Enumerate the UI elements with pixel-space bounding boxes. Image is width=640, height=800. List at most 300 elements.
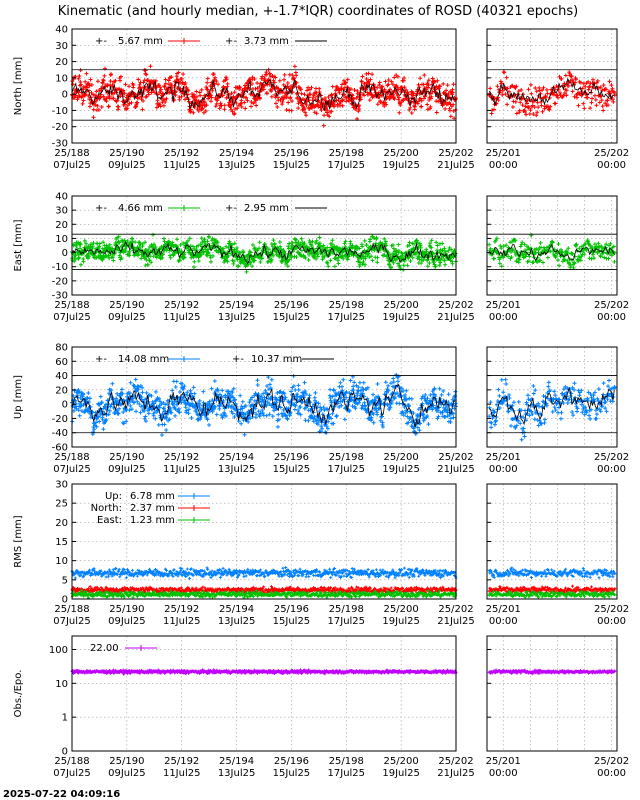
x-tick-label: 11Jul25 bbox=[162, 464, 201, 475]
data-point bbox=[102, 74, 106, 78]
data-point bbox=[504, 378, 508, 382]
data-point bbox=[403, 393, 407, 397]
data-point bbox=[231, 262, 235, 266]
y-axis-label: RMS [mm] bbox=[13, 515, 24, 568]
data-point bbox=[492, 107, 496, 111]
data-point bbox=[419, 104, 423, 108]
data-point bbox=[255, 378, 259, 382]
data-point bbox=[163, 422, 167, 426]
data-point bbox=[300, 92, 304, 96]
data-point bbox=[598, 100, 602, 104]
data-point bbox=[370, 72, 374, 76]
data-point bbox=[131, 569, 134, 572]
x-tick-label: 25/202 bbox=[593, 452, 630, 463]
data-point bbox=[417, 83, 421, 87]
data-point bbox=[226, 82, 230, 86]
x-tick-label: 25/196 bbox=[273, 148, 310, 159]
data-point bbox=[290, 109, 294, 113]
data-point bbox=[296, 101, 300, 105]
data-point bbox=[529, 83, 533, 87]
x-tick-label: 21Jul25 bbox=[437, 312, 475, 323]
data-point bbox=[328, 258, 332, 262]
data-point bbox=[495, 84, 499, 88]
data-point bbox=[533, 388, 537, 392]
panel-up-mm- bbox=[13, 343, 629, 476]
y-tick-label: 0 bbox=[61, 89, 68, 101]
data-point bbox=[410, 111, 414, 115]
y-axis-label: East [mm] bbox=[13, 219, 24, 272]
data-point bbox=[201, 390, 205, 394]
data-point bbox=[118, 575, 121, 578]
y-tick-label: 20 bbox=[55, 219, 68, 231]
data-point bbox=[358, 381, 362, 385]
x-tick-label: 25/200 bbox=[383, 452, 419, 463]
data-point bbox=[551, 410, 555, 414]
legend-label: 10.37 mm bbox=[251, 354, 303, 365]
data-point bbox=[101, 427, 105, 431]
data-point bbox=[542, 394, 546, 398]
data-point bbox=[188, 577, 191, 580]
data-point bbox=[376, 102, 380, 106]
legend-marker: +- bbox=[95, 203, 107, 214]
data-point bbox=[283, 73, 287, 77]
data-point bbox=[257, 409, 261, 413]
data-point bbox=[256, 383, 260, 387]
x-tick-label: 25/202 bbox=[438, 300, 474, 311]
x-tick-label: 21Jul25 bbox=[437, 160, 475, 171]
data-point bbox=[82, 260, 86, 264]
x-tick-label: 00:00 bbox=[597, 464, 626, 475]
data-point bbox=[239, 98, 243, 102]
data-point bbox=[498, 261, 502, 265]
y-tick-label: 40 bbox=[55, 371, 68, 383]
data-point bbox=[298, 568, 301, 571]
data-point bbox=[307, 258, 311, 262]
data-point bbox=[173, 568, 176, 571]
data-point bbox=[440, 241, 444, 245]
x-tick-label: 25/201 bbox=[485, 452, 521, 463]
data-point bbox=[174, 385, 178, 389]
data-point bbox=[375, 413, 379, 417]
x-tick-label: 25/200 bbox=[383, 148, 419, 159]
data-point bbox=[443, 415, 447, 419]
data-point bbox=[160, 433, 164, 437]
x-tick-label: 15Jul25 bbox=[272, 312, 311, 323]
data-point bbox=[536, 101, 540, 105]
data-point bbox=[303, 381, 307, 385]
x-tick-label: 25/190 bbox=[109, 452, 145, 463]
data-point bbox=[517, 400, 521, 404]
legend-marker: +- bbox=[95, 36, 107, 47]
y-tick-label: 0 bbox=[61, 248, 68, 260]
data-point bbox=[137, 402, 141, 406]
data-point bbox=[396, 243, 400, 247]
data-point bbox=[274, 101, 278, 105]
data-point bbox=[367, 71, 371, 75]
data-point bbox=[127, 84, 131, 88]
data-point bbox=[284, 566, 287, 569]
x-tick-label: 25/192 bbox=[164, 300, 200, 311]
data-point bbox=[597, 387, 601, 391]
data-point bbox=[325, 260, 329, 264]
data-point bbox=[74, 577, 77, 580]
data-point bbox=[328, 388, 332, 392]
data-point bbox=[88, 105, 92, 109]
data-point bbox=[249, 105, 253, 109]
data-point bbox=[404, 389, 408, 393]
data-point bbox=[101, 78, 105, 82]
data-point bbox=[181, 72, 185, 76]
data-point bbox=[376, 382, 380, 386]
data-point bbox=[547, 380, 551, 384]
data-point bbox=[590, 96, 594, 100]
data-point bbox=[108, 568, 111, 571]
data-point bbox=[391, 376, 395, 380]
data-point bbox=[606, 99, 610, 103]
data-point bbox=[338, 381, 342, 385]
data-point bbox=[447, 392, 451, 396]
data-point bbox=[114, 567, 117, 570]
data-point bbox=[207, 423, 211, 427]
y-tick-label: 30 bbox=[55, 40, 68, 52]
data-point bbox=[451, 416, 455, 420]
data-point bbox=[545, 91, 549, 95]
data-point bbox=[587, 414, 591, 418]
data-point bbox=[99, 395, 103, 399]
y-tick-label: -30 bbox=[51, 138, 68, 150]
data-point bbox=[488, 86, 492, 90]
data-point bbox=[511, 105, 515, 109]
data-point bbox=[292, 374, 296, 378]
data-point bbox=[428, 393, 432, 397]
data-points bbox=[70, 373, 617, 442]
data-point bbox=[365, 243, 369, 247]
data-point bbox=[438, 387, 442, 391]
data-point bbox=[296, 106, 300, 110]
data-point bbox=[378, 80, 382, 84]
x-tick-label: 25/202 bbox=[438, 452, 474, 463]
data-point bbox=[425, 102, 429, 106]
data-point bbox=[369, 254, 373, 258]
x-tick-label: 00:00 bbox=[488, 160, 518, 171]
data-point bbox=[136, 575, 139, 578]
data-point bbox=[276, 425, 280, 429]
x-tick-label: 07Jul25 bbox=[53, 312, 91, 323]
data-point bbox=[363, 239, 367, 243]
data-point bbox=[446, 83, 450, 87]
data-point bbox=[384, 380, 388, 384]
x-tick-label: 00:00 bbox=[597, 160, 626, 171]
data-point bbox=[501, 390, 505, 394]
data-point bbox=[276, 413, 280, 417]
data-point bbox=[254, 87, 258, 91]
data-point bbox=[192, 385, 196, 389]
data-point bbox=[97, 108, 101, 112]
data-point bbox=[133, 240, 137, 244]
data-point bbox=[173, 414, 177, 418]
data-point bbox=[215, 413, 219, 417]
data-point bbox=[409, 259, 413, 263]
data-point bbox=[290, 99, 294, 103]
data-point bbox=[511, 99, 515, 103]
y-tick-label: 10 bbox=[55, 73, 68, 85]
data-point bbox=[546, 385, 550, 389]
data-point bbox=[117, 570, 120, 573]
data-point bbox=[502, 70, 506, 74]
data-point bbox=[523, 435, 527, 439]
x-tick-label: 09Jul25 bbox=[108, 312, 146, 323]
data-point bbox=[197, 259, 201, 263]
data-point bbox=[601, 104, 605, 108]
data-point bbox=[607, 379, 611, 383]
x-tick-label: 00:00 bbox=[597, 312, 626, 323]
data-point bbox=[239, 422, 243, 426]
data-point bbox=[328, 394, 332, 398]
data-point bbox=[489, 400, 493, 404]
data-point bbox=[175, 237, 179, 241]
data-point bbox=[343, 417, 347, 421]
data-point bbox=[100, 570, 103, 573]
data-point bbox=[612, 260, 616, 264]
data-point bbox=[205, 239, 209, 243]
data-point bbox=[271, 238, 275, 242]
data-point bbox=[207, 235, 211, 239]
data-point bbox=[318, 235, 322, 239]
x-tick-label: 25/198 bbox=[328, 452, 364, 463]
data-point bbox=[553, 393, 557, 397]
data-point bbox=[278, 79, 282, 83]
data-point bbox=[200, 88, 204, 92]
data-point bbox=[146, 263, 150, 267]
data-point bbox=[192, 265, 196, 269]
data-point bbox=[180, 95, 184, 99]
data-point bbox=[396, 379, 400, 383]
x-tick-label: 25/200 bbox=[383, 300, 419, 311]
data-point bbox=[222, 107, 226, 111]
data-point bbox=[576, 104, 580, 108]
legend-label: 3.73 mm bbox=[244, 36, 289, 47]
data-point bbox=[258, 240, 262, 244]
x-tick-label: 21Jul25 bbox=[437, 464, 475, 475]
data-point bbox=[592, 256, 596, 260]
data-point bbox=[588, 106, 592, 110]
data-point bbox=[341, 378, 345, 382]
data-point bbox=[220, 388, 224, 392]
data-point bbox=[573, 381, 577, 385]
data-point bbox=[186, 567, 189, 570]
data-point bbox=[143, 414, 147, 418]
data-point bbox=[520, 438, 524, 442]
data-point bbox=[529, 92, 533, 96]
legend-label: 5.67 mm bbox=[118, 36, 163, 47]
data-point bbox=[351, 404, 355, 408]
y-tick-label: 60 bbox=[55, 356, 68, 368]
data-point bbox=[188, 236, 192, 240]
data-point bbox=[178, 98, 182, 102]
data-point bbox=[505, 76, 509, 80]
data-point bbox=[206, 77, 210, 81]
data-point bbox=[118, 79, 122, 83]
x-tick-label: 25/194 bbox=[218, 452, 255, 463]
data-point bbox=[492, 256, 496, 260]
data-point bbox=[443, 263, 447, 267]
data-point bbox=[109, 72, 113, 76]
y-axis-label: North [mm] bbox=[13, 56, 24, 116]
data-point bbox=[286, 264, 290, 268]
data-point bbox=[189, 416, 193, 420]
data-point bbox=[79, 263, 83, 267]
legend-marker: +- bbox=[225, 36, 237, 47]
data-point bbox=[582, 106, 586, 110]
data-point bbox=[251, 243, 255, 247]
data-point bbox=[209, 576, 212, 579]
data-point bbox=[360, 244, 364, 248]
x-tick-label: 13Jul25 bbox=[217, 464, 256, 475]
data-point bbox=[602, 83, 606, 87]
y-tick-label: -20 bbox=[51, 122, 68, 134]
data-point bbox=[368, 237, 372, 241]
data-point bbox=[386, 384, 390, 388]
data-point bbox=[223, 103, 227, 107]
x-tick-label: 00:00 bbox=[488, 464, 518, 475]
data-point bbox=[333, 264, 337, 268]
data-point bbox=[157, 423, 161, 427]
data-point bbox=[450, 262, 454, 266]
data-point bbox=[278, 240, 282, 244]
data-point bbox=[392, 75, 396, 79]
legend-label: 14.08 mm bbox=[118, 354, 170, 365]
legend bbox=[95, 203, 327, 214]
x-tick-label: 25/188 bbox=[54, 452, 90, 463]
data-point bbox=[243, 433, 247, 437]
y-tick-label: -10 bbox=[51, 262, 68, 274]
data-point bbox=[306, 419, 310, 423]
data-point bbox=[496, 388, 500, 392]
data-point bbox=[270, 378, 274, 382]
data-point bbox=[426, 107, 430, 111]
data-point bbox=[238, 394, 242, 398]
data-points bbox=[70, 64, 617, 127]
data-point bbox=[91, 115, 95, 119]
data-point bbox=[148, 64, 152, 68]
x-tick-label: 19Jul25 bbox=[382, 464, 420, 475]
data-point bbox=[73, 389, 77, 393]
data-point bbox=[134, 377, 138, 381]
data-point bbox=[523, 242, 527, 246]
data-point bbox=[351, 384, 355, 388]
data-point bbox=[440, 393, 444, 397]
x-tick-label: 13Jul25 bbox=[217, 160, 256, 171]
data-point bbox=[397, 111, 401, 115]
x-tick-label: 11Jul25 bbox=[162, 160, 201, 171]
data-point bbox=[360, 80, 364, 84]
legend-label: 2.95 mm bbox=[244, 203, 289, 214]
legend bbox=[95, 354, 334, 365]
data-point bbox=[526, 393, 530, 397]
x-tick-label: 25/202 bbox=[593, 148, 630, 159]
panel-east-mm- bbox=[13, 192, 629, 324]
x-tick-label: 25/190 bbox=[109, 300, 145, 311]
data-point bbox=[541, 404, 545, 408]
data-point bbox=[375, 86, 379, 90]
data-point bbox=[512, 400, 516, 404]
x-tick-label: 09Jul25 bbox=[108, 160, 146, 171]
data-point bbox=[128, 408, 132, 412]
data-point bbox=[541, 261, 545, 265]
data-point bbox=[92, 108, 96, 112]
data-points bbox=[70, 233, 617, 274]
data-point bbox=[435, 110, 439, 114]
data-point bbox=[243, 106, 247, 110]
data-point bbox=[526, 87, 530, 91]
y-axis-label: Up [mm] bbox=[13, 374, 24, 420]
data-point bbox=[509, 424, 513, 428]
data-point bbox=[78, 414, 82, 418]
x-tick-label: 25/190 bbox=[109, 148, 145, 159]
data-point bbox=[326, 264, 330, 268]
plot-frame-zoom bbox=[487, 29, 617, 143]
x-tick-label: 25/202 bbox=[593, 300, 630, 311]
x-tick-label: 25/188 bbox=[54, 300, 90, 311]
x-tick-label: 25/202 bbox=[438, 148, 474, 159]
data-point bbox=[575, 96, 579, 100]
data-point bbox=[281, 567, 284, 570]
data-point bbox=[254, 104, 258, 108]
data-point bbox=[282, 78, 286, 82]
x-tick-label: 25/194 bbox=[218, 148, 255, 159]
data-point bbox=[151, 233, 155, 237]
data-point bbox=[426, 422, 430, 426]
data-point bbox=[273, 242, 277, 246]
data-point bbox=[255, 81, 259, 85]
data-point bbox=[136, 78, 140, 82]
x-tick-label: 07Jul25 bbox=[53, 464, 91, 475]
y-tick-label: 40 bbox=[55, 191, 68, 203]
data-point bbox=[84, 72, 88, 76]
data-point bbox=[100, 105, 104, 109]
data-point bbox=[336, 262, 340, 266]
data-point bbox=[497, 394, 501, 398]
x-tick-label: 25/198 bbox=[328, 148, 364, 159]
data-point bbox=[500, 378, 504, 382]
data-point bbox=[371, 393, 375, 397]
x-tick-label: 19Jul25 bbox=[382, 312, 420, 323]
data-point bbox=[419, 246, 423, 250]
y-tick-label: 20 bbox=[55, 57, 68, 69]
x-tick-label: 17Jul25 bbox=[327, 160, 366, 171]
data-point bbox=[422, 73, 426, 77]
data-point bbox=[511, 409, 515, 413]
data-point bbox=[83, 80, 87, 84]
x-tick-label: 11Jul25 bbox=[162, 312, 201, 323]
y-tick-label: 80 bbox=[55, 342, 68, 354]
data-point bbox=[368, 98, 372, 102]
data-point bbox=[320, 257, 324, 261]
x-tick-label: 25/201 bbox=[485, 148, 521, 159]
data-point bbox=[330, 412, 334, 416]
data-point bbox=[308, 393, 312, 397]
data-point bbox=[546, 256, 550, 260]
data-point bbox=[297, 388, 301, 392]
x-tick-label: 25/201 bbox=[485, 300, 521, 311]
data-point bbox=[559, 417, 563, 421]
data-point bbox=[212, 574, 215, 577]
data-point bbox=[86, 391, 90, 395]
data-point bbox=[116, 105, 120, 109]
data-point bbox=[607, 257, 611, 261]
x-tick-label: 25/196 bbox=[273, 452, 310, 463]
x-tick-label: 09Jul25 bbox=[108, 464, 146, 475]
